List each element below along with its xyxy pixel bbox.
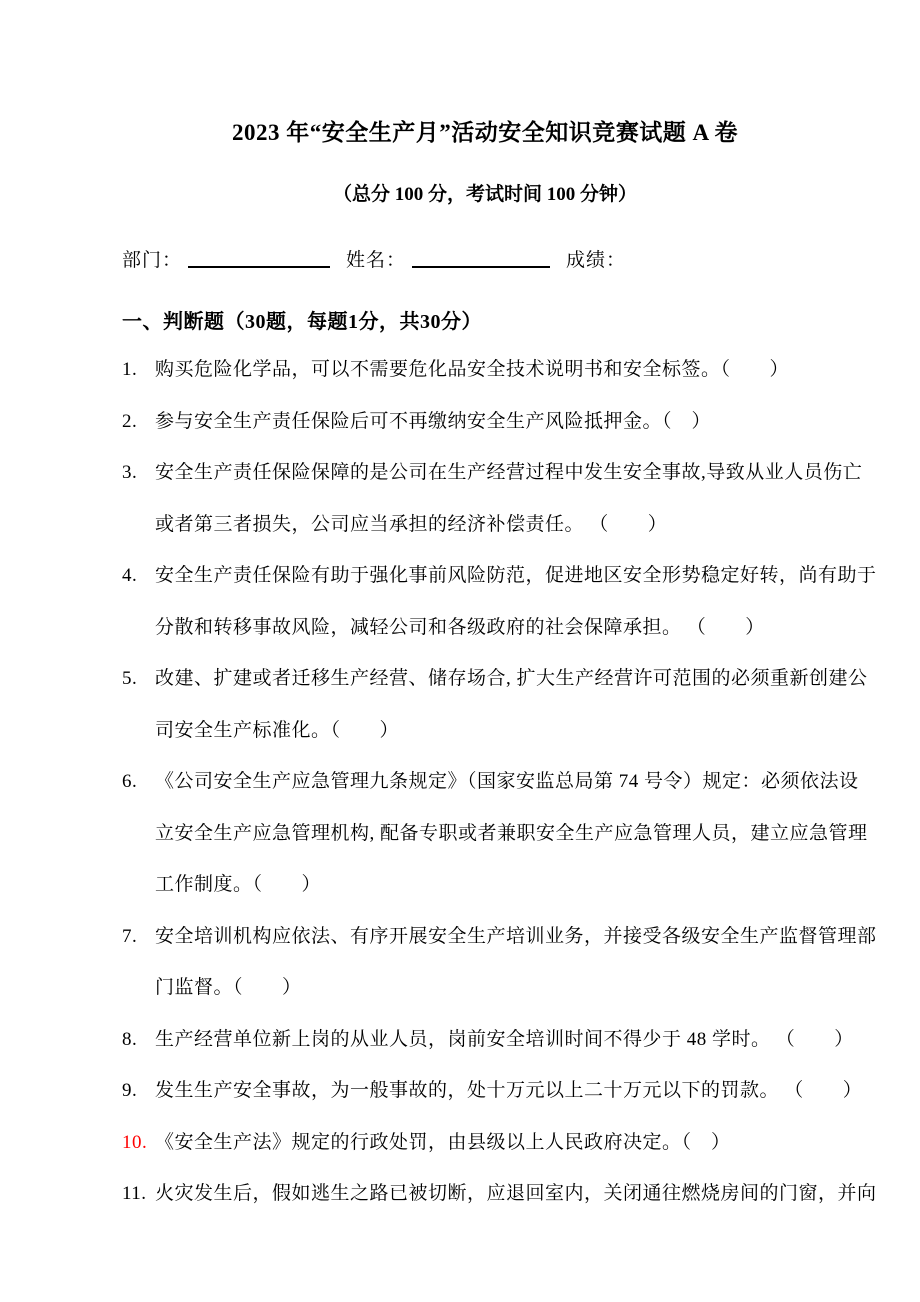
question-line bbox=[122, 705, 882, 757]
question-line bbox=[122, 1117, 882, 1169]
question-line bbox=[122, 344, 882, 396]
section-heading-judgment-questions: 一、判断题（30题，每题1分，共30分） bbox=[122, 311, 482, 333]
question-line bbox=[122, 1168, 882, 1220]
question-number: 9. bbox=[122, 1080, 138, 1101]
question-text: 门监督。（ ） bbox=[155, 977, 302, 998]
question-line bbox=[122, 602, 882, 654]
question-line bbox=[122, 499, 882, 551]
question-line bbox=[122, 808, 882, 860]
question-line bbox=[122, 550, 882, 602]
question-number: 3. bbox=[122, 462, 138, 483]
question-number bbox=[122, 962, 155, 1014]
question-number bbox=[122, 602, 155, 654]
question-text: 或者第三者损失，公司应当承担的经济补偿责任。 （ ） bbox=[155, 513, 668, 535]
name-label: 姓名： bbox=[346, 250, 407, 271]
question-line bbox=[122, 962, 882, 1014]
question-number: 10. bbox=[122, 1131, 148, 1153]
question-line bbox=[122, 1065, 882, 1117]
question-number bbox=[122, 808, 155, 860]
question-number bbox=[122, 499, 155, 551]
question-text: 火灾发生后，假如逃生之路已被切断，应退回室内，关闭通往燃烧房间的门窗，并向 bbox=[155, 1183, 877, 1204]
question-line bbox=[122, 911, 882, 963]
question-text: 《安全生产法》规定的行政处罚，由县级以上人民政府决定。（ ） bbox=[155, 1131, 731, 1153]
question-text: 《公司安全生产应急管理九条规定》（国家安监总局第 74 号令）规定：必须依法设 bbox=[155, 771, 859, 792]
question-text: 分散和转移事故风险，减轻公司和各级政府的社会保障承担。 （ ） bbox=[155, 616, 765, 638]
question-number: 6. bbox=[122, 771, 138, 792]
question-number: 8. bbox=[122, 1028, 138, 1050]
question-text: 改建、扩建或者迁移生产经营、储存场合, 扩大生产经营许可范围的必须重新创建公 bbox=[155, 668, 868, 689]
document-title: 2023 年“安全生产月”活动安全知识竞赛试题 A 卷 bbox=[231, 120, 739, 145]
question-line bbox=[122, 447, 882, 499]
question-number: 2. bbox=[122, 410, 138, 432]
question-number: 4. bbox=[122, 565, 138, 586]
question-text: 生产经营单位新上岗的从业人员，岗前安全培训时间不得少于 48 学时。 （ ） bbox=[155, 1028, 854, 1050]
name-blank bbox=[412, 246, 550, 268]
question-line bbox=[122, 756, 882, 808]
question-text: 安全生产责任保险保障的是公司在生产经营过程中发生安全事故,导致从业人员伤亡 bbox=[155, 462, 863, 483]
question-text: 购买危险化学品，可以不需要危化品安全技术说明书和安全标签。（ ） bbox=[155, 359, 790, 380]
department-label: 部门： bbox=[122, 250, 183, 271]
question-line bbox=[122, 396, 882, 448]
question-list bbox=[122, 344, 882, 1220]
question-number: 5. bbox=[122, 668, 138, 689]
question-text: 参与安全生产责任保险后可不再缴纳安全生产风险抵押金。（ ） bbox=[155, 410, 712, 432]
document-subtitle: （总分 100 分，考试时间 100 分钟） bbox=[332, 184, 637, 205]
question-number: 11. bbox=[122, 1183, 147, 1204]
question-text: 安全生产责任保险有助于强化事前风险防范，促进地区安全形势稳定好转，尚有助于 bbox=[155, 565, 877, 586]
question-text: 工作制度。（ ） bbox=[155, 874, 322, 895]
question-line bbox=[122, 653, 882, 705]
score-label: 成绩： bbox=[566, 250, 627, 271]
department-blank bbox=[188, 246, 330, 268]
question-text: 发生生产安全事故，为一般事故的，处十万元以上二十万元以下的罚款。 （ ） bbox=[155, 1080, 863, 1101]
question-text: 立安全生产应急管理机构, 配备专职或者兼职安全生产应急管理人员，建立应急管理 bbox=[155, 822, 868, 844]
question-number: 1. bbox=[122, 359, 138, 380]
question-line bbox=[122, 1014, 882, 1066]
question-text: 司安全生产标准化。（ ） bbox=[155, 719, 400, 741]
question-number: 7. bbox=[122, 925, 138, 947]
question-text: 安全培训机构应依法、有序开展安全生产培训业务，并接受各级安全生产监督管理部 bbox=[155, 925, 877, 947]
question-number bbox=[122, 859, 155, 911]
header-fields bbox=[122, 246, 862, 275]
question-line bbox=[122, 859, 882, 911]
question-number bbox=[122, 705, 155, 757]
